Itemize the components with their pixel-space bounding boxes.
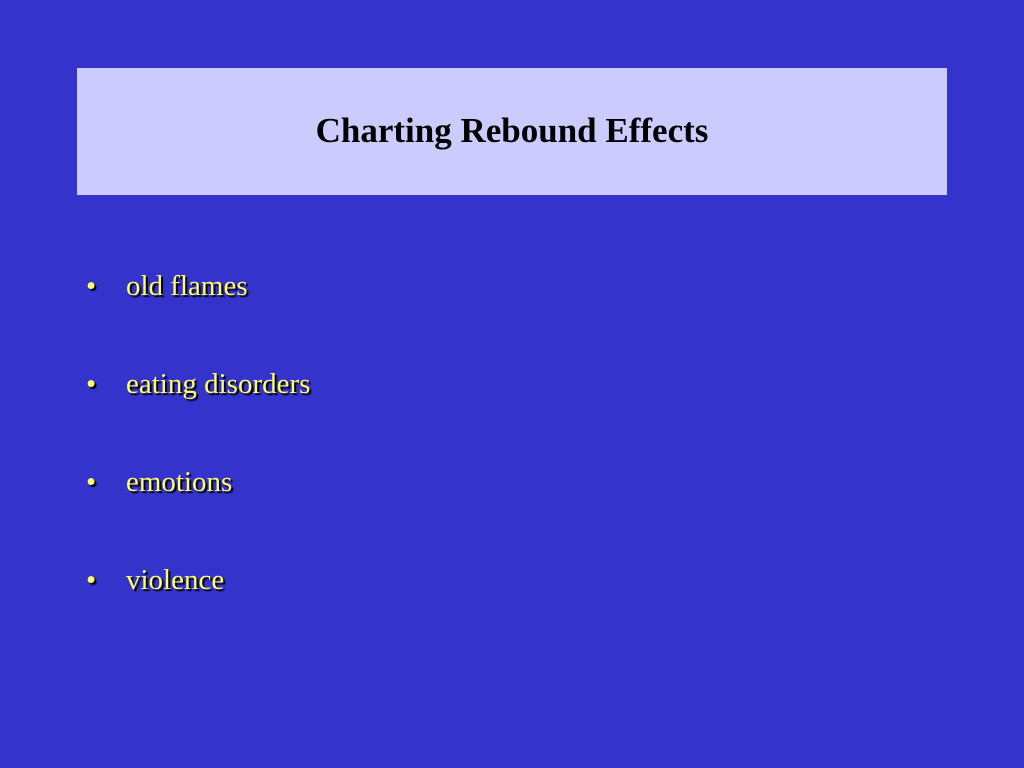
bullet-icon: •: [86, 368, 97, 400]
bullet-icon: •: [86, 564, 97, 596]
title-box: [77, 68, 947, 195]
bullet-text: violence: [126, 564, 225, 596]
bullet-item: [86, 466, 310, 564]
slide-title: Charting Rebound Effects: [315, 110, 709, 150]
bullet-text: eating disorders: [126, 368, 311, 400]
bullet-item: [86, 270, 310, 368]
bullet-icon: •: [86, 270, 97, 302]
bullet-item: [86, 564, 310, 662]
bullet-text: old flames: [126, 270, 248, 302]
bullet-icon: •: [86, 466, 97, 498]
bullet-item: [86, 368, 310, 466]
bullet-text: emotions: [126, 466, 233, 498]
bullet-list: [86, 270, 310, 662]
